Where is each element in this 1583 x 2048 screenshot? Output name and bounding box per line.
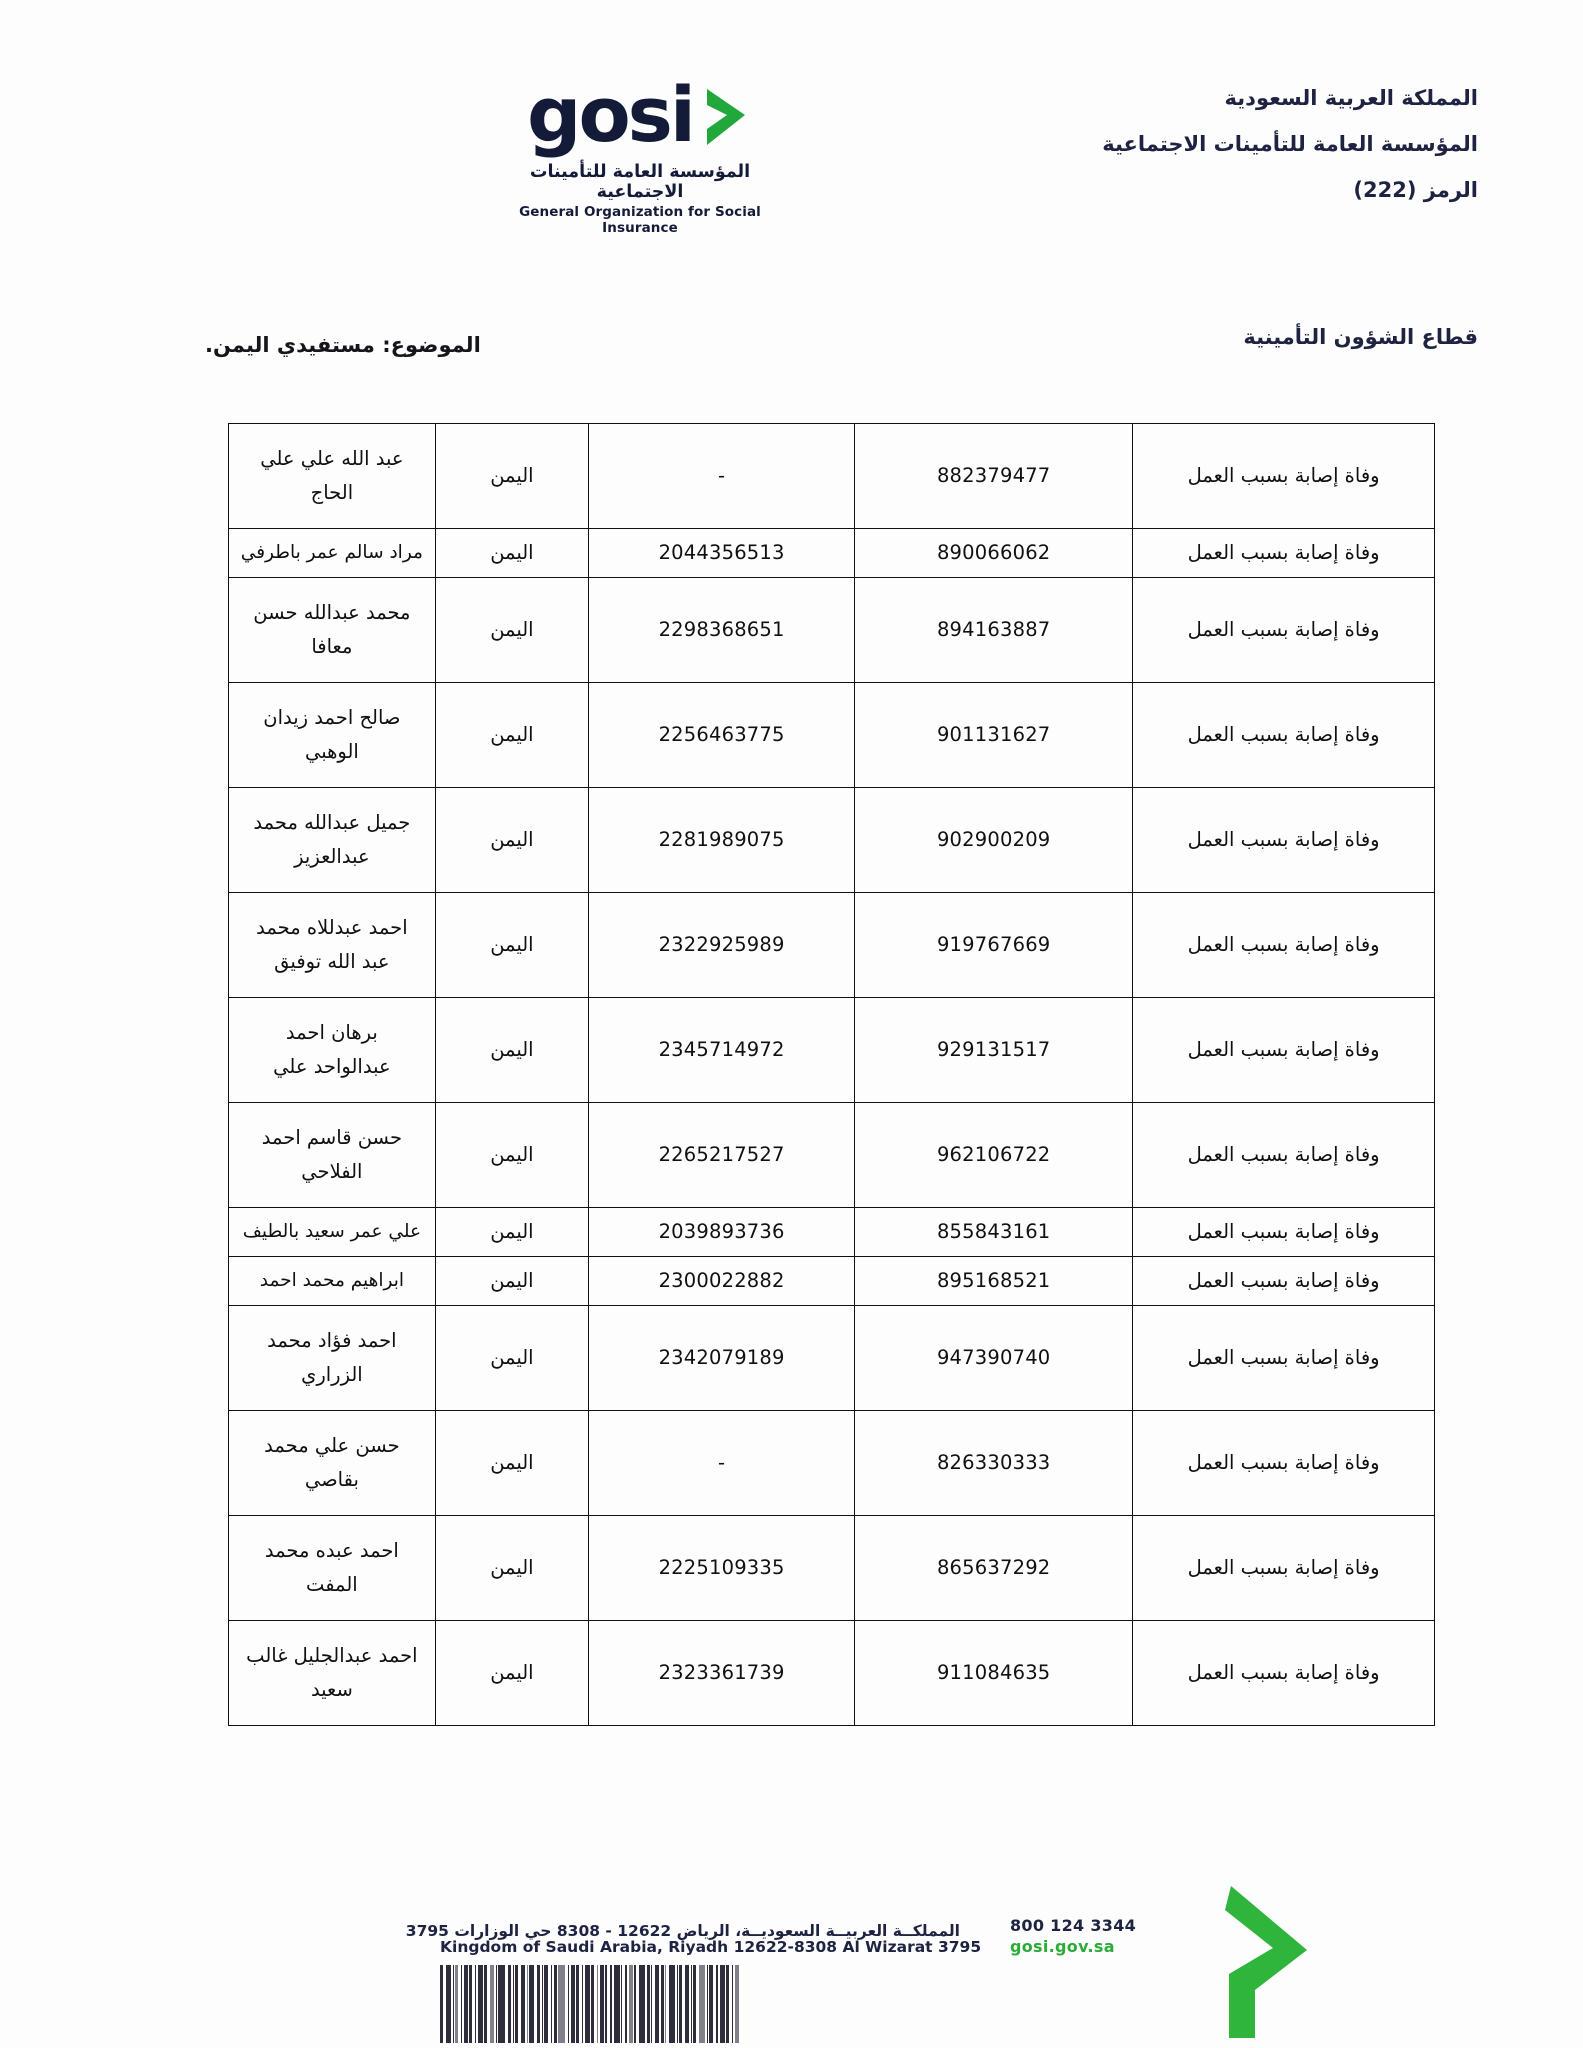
cell-reason: وفاة إصابة بسبب العمل bbox=[1133, 1103, 1435, 1208]
cell-country: اليمن bbox=[435, 1411, 588, 1516]
name-line-1: صالح احمد زيدان bbox=[263, 705, 401, 729]
cell-gosi-number: 882379477 bbox=[855, 424, 1133, 529]
name-line-1: علي عمر سعيد بالطيف bbox=[242, 1220, 421, 1242]
cell-national-id: 2225109335 bbox=[589, 1516, 855, 1621]
cell-country: اليمن bbox=[435, 1306, 588, 1411]
cell-name bbox=[229, 1257, 436, 1306]
table-row bbox=[229, 424, 1435, 529]
cell-national-id: 2323361739 bbox=[589, 1621, 855, 1726]
cell-gosi-number: 826330333 bbox=[855, 1411, 1133, 1516]
cell-reason: وفاة إصابة بسبب العمل bbox=[1133, 1257, 1435, 1306]
cell-country: اليمن bbox=[435, 1103, 588, 1208]
cell-gosi-number: 911084635 bbox=[855, 1621, 1133, 1726]
cell-country: اليمن bbox=[435, 1208, 588, 1257]
name-line-2: عبدالعزيز bbox=[294, 845, 370, 868]
name-line-2: عبدالواحد علي bbox=[273, 1055, 391, 1078]
cell-gosi-number: 890066062 bbox=[855, 529, 1133, 578]
table-row bbox=[229, 893, 1435, 998]
table-row bbox=[229, 788, 1435, 893]
cell-reason: وفاة إصابة بسبب العمل bbox=[1133, 998, 1435, 1103]
cell-gosi-number: 929131517 bbox=[855, 998, 1133, 1103]
beneficiaries-table bbox=[228, 423, 1435, 1726]
name-line-1: برهان احمد bbox=[285, 1020, 378, 1044]
name-line-1: احمد عبده محمد bbox=[264, 1538, 399, 1562]
name-line-1: حسن علي محمد bbox=[264, 1433, 400, 1457]
cell-reason: وفاة إصابة بسبب العمل bbox=[1133, 683, 1435, 788]
cell-gosi-number: 865637292 bbox=[855, 1516, 1133, 1621]
cell-gosi-number: 962106722 bbox=[855, 1103, 1133, 1208]
name-line-1: مراد سالم عمر باطرفي bbox=[240, 541, 423, 563]
barcode bbox=[440, 1965, 740, 2043]
cell-country: اليمن bbox=[435, 529, 588, 578]
cell-country: اليمن bbox=[435, 424, 588, 529]
name-line-2: الوهبي bbox=[304, 740, 359, 763]
table-row bbox=[229, 529, 1435, 578]
table-row bbox=[229, 1257, 1435, 1306]
cell-name bbox=[229, 1306, 436, 1411]
cell-country: اليمن bbox=[435, 1621, 588, 1726]
cell-reason: وفاة إصابة بسبب العمل bbox=[1133, 424, 1435, 529]
cell-national-id: - bbox=[589, 424, 855, 529]
cell-national-id: 2300022882 bbox=[589, 1257, 855, 1306]
beneficiaries-table-wrap bbox=[228, 423, 1435, 1726]
name-line-1: احمد عبدللاه محمد bbox=[256, 915, 408, 939]
table-row bbox=[229, 1306, 1435, 1411]
footer-website[interactable]: gosi.gov.sa bbox=[1010, 1937, 1115, 1956]
cell-reason: وفاة إصابة بسبب العمل bbox=[1133, 788, 1435, 893]
cell-name bbox=[229, 1103, 436, 1208]
table-body bbox=[229, 424, 1435, 1726]
cell-name bbox=[229, 1208, 436, 1257]
document-footer bbox=[0, 1873, 1583, 2048]
gosi-wordmark: gosi bbox=[527, 70, 693, 159]
cell-national-id: 2039893736 bbox=[589, 1208, 855, 1257]
cell-name bbox=[229, 683, 436, 788]
cell-national-id: - bbox=[589, 1411, 855, 1516]
table-row bbox=[229, 683, 1435, 788]
cell-name bbox=[229, 529, 436, 578]
code-line: الرمز (222) bbox=[1353, 178, 1478, 202]
cell-gosi-number: 902900209 bbox=[855, 788, 1133, 893]
cell-reason: وفاة إصابة بسبب العمل bbox=[1133, 1208, 1435, 1257]
cell-country: اليمن bbox=[435, 683, 588, 788]
cell-country: اليمن bbox=[435, 1516, 588, 1621]
name-line-2: بقاصي bbox=[304, 1468, 359, 1491]
name-line-2: المفت bbox=[306, 1573, 358, 1596]
cell-reason: وفاة إصابة بسبب العمل bbox=[1133, 1411, 1435, 1516]
cell-reason: وفاة إصابة بسبب العمل bbox=[1133, 1621, 1435, 1726]
name-line-2: الزراري bbox=[301, 1363, 363, 1386]
cell-country: اليمن bbox=[435, 893, 588, 998]
cell-national-id: 2044356513 bbox=[589, 529, 855, 578]
cell-national-id: 2281989075 bbox=[589, 788, 855, 893]
footer-contact bbox=[1010, 1916, 1136, 1956]
cell-gosi-number: 894163887 bbox=[855, 578, 1133, 683]
cell-gosi-number: 901131627 bbox=[855, 683, 1133, 788]
cell-country: اليمن bbox=[435, 788, 588, 893]
subject-line: الموضوع: مستفيدي اليمن. bbox=[205, 333, 481, 357]
table-row bbox=[229, 1103, 1435, 1208]
logo-arabic-subtitle: المؤسسة العامة للتأمينات الاجتماعية bbox=[529, 161, 751, 202]
name-line-1: حسن قاسم احمد bbox=[261, 1125, 403, 1149]
name-line-1: عبد الله علي علي bbox=[260, 446, 404, 470]
table-row bbox=[229, 1411, 1435, 1516]
cell-country: اليمن bbox=[435, 998, 588, 1103]
cell-national-id: 2342079189 bbox=[589, 1306, 855, 1411]
cell-gosi-number: 947390740 bbox=[855, 1306, 1133, 1411]
footer-address bbox=[405, 1922, 982, 1956]
cell-name bbox=[229, 893, 436, 998]
table-row bbox=[229, 1208, 1435, 1257]
cell-national-id: 2265217527 bbox=[589, 1103, 855, 1208]
gosi-chevron-watermark-icon bbox=[1195, 1878, 1325, 2043]
organization-line: المؤسسة العامة للتأمينات الاجتماعية bbox=[1102, 132, 1478, 156]
cell-reason: وفاة إصابة بسبب العمل bbox=[1133, 1306, 1435, 1411]
cell-country: اليمن bbox=[435, 1257, 588, 1306]
cell-name bbox=[229, 578, 436, 683]
cell-country: اليمن bbox=[435, 578, 588, 683]
name-line-2: معافا bbox=[311, 635, 353, 658]
name-line-1: ابراهيم محمد احمد bbox=[259, 1269, 405, 1291]
cell-name bbox=[229, 424, 436, 529]
cell-name bbox=[229, 1411, 436, 1516]
sector-line: قطاع الشؤون التأمينية bbox=[1243, 325, 1478, 349]
cell-reason: وفاة إصابة بسبب العمل bbox=[1133, 578, 1435, 683]
cell-gosi-number: 895168521 bbox=[855, 1257, 1133, 1306]
footer-address-arabic: المملكــة العربيــة السعوديــة، الرياض 12622 - 8308 حي الوزارات 3795 bbox=[405, 1922, 960, 1940]
cell-national-id: 2298368651 bbox=[589, 578, 855, 683]
name-line-2: سعيد bbox=[310, 1678, 353, 1701]
cell-national-id: 2256463775 bbox=[589, 683, 855, 788]
name-line-1: احمد عبدالجليل غالب bbox=[246, 1643, 418, 1667]
document-header bbox=[0, 70, 1583, 290]
footer-phone: 800 124 3344 bbox=[1010, 1916, 1137, 1935]
table-row bbox=[229, 1621, 1435, 1726]
table-row bbox=[229, 578, 1435, 683]
cell-name bbox=[229, 788, 436, 893]
name-line-1: محمد عبدالله حسن bbox=[253, 600, 411, 624]
header-right-block bbox=[1102, 86, 1478, 202]
name-line-1: جميل عبدالله محمد bbox=[253, 810, 411, 834]
kingdom-line: المملكة العربية السعودية bbox=[1224, 86, 1478, 110]
name-line-2: الحاج bbox=[310, 481, 354, 504]
name-line-2: عبد الله توفيق bbox=[274, 950, 390, 973]
cell-reason: وفاة إصابة بسبب العمل bbox=[1133, 529, 1435, 578]
gosi-logo bbox=[490, 70, 790, 236]
logo-row bbox=[490, 70, 790, 159]
cell-gosi-number: 919767669 bbox=[855, 893, 1133, 998]
cell-national-id: 2345714972 bbox=[589, 998, 855, 1103]
cell-national-id: 2322925989 bbox=[589, 893, 855, 998]
cell-reason: وفاة إصابة بسبب العمل bbox=[1133, 893, 1435, 998]
table-row bbox=[229, 998, 1435, 1103]
table-row bbox=[229, 1516, 1435, 1621]
cell-name bbox=[229, 998, 436, 1103]
cell-name bbox=[229, 1621, 436, 1726]
cell-name bbox=[229, 1516, 436, 1621]
footer-address-english: Kingdom of Saudi Arabia, Riyadh 12622-8308 Al Wizarat 3795 bbox=[440, 1938, 982, 1956]
name-line-2: الفلاحي bbox=[301, 1160, 363, 1183]
logo-english-subtitle: General Organization for Social Insurance bbox=[519, 203, 761, 236]
cell-gosi-number: 855843161 bbox=[855, 1208, 1133, 1257]
name-line-1: احمد فؤاد محمد bbox=[267, 1328, 397, 1352]
chevron-right-icon bbox=[699, 85, 753, 149]
cell-reason: وفاة إصابة بسبب العمل bbox=[1133, 1516, 1435, 1621]
